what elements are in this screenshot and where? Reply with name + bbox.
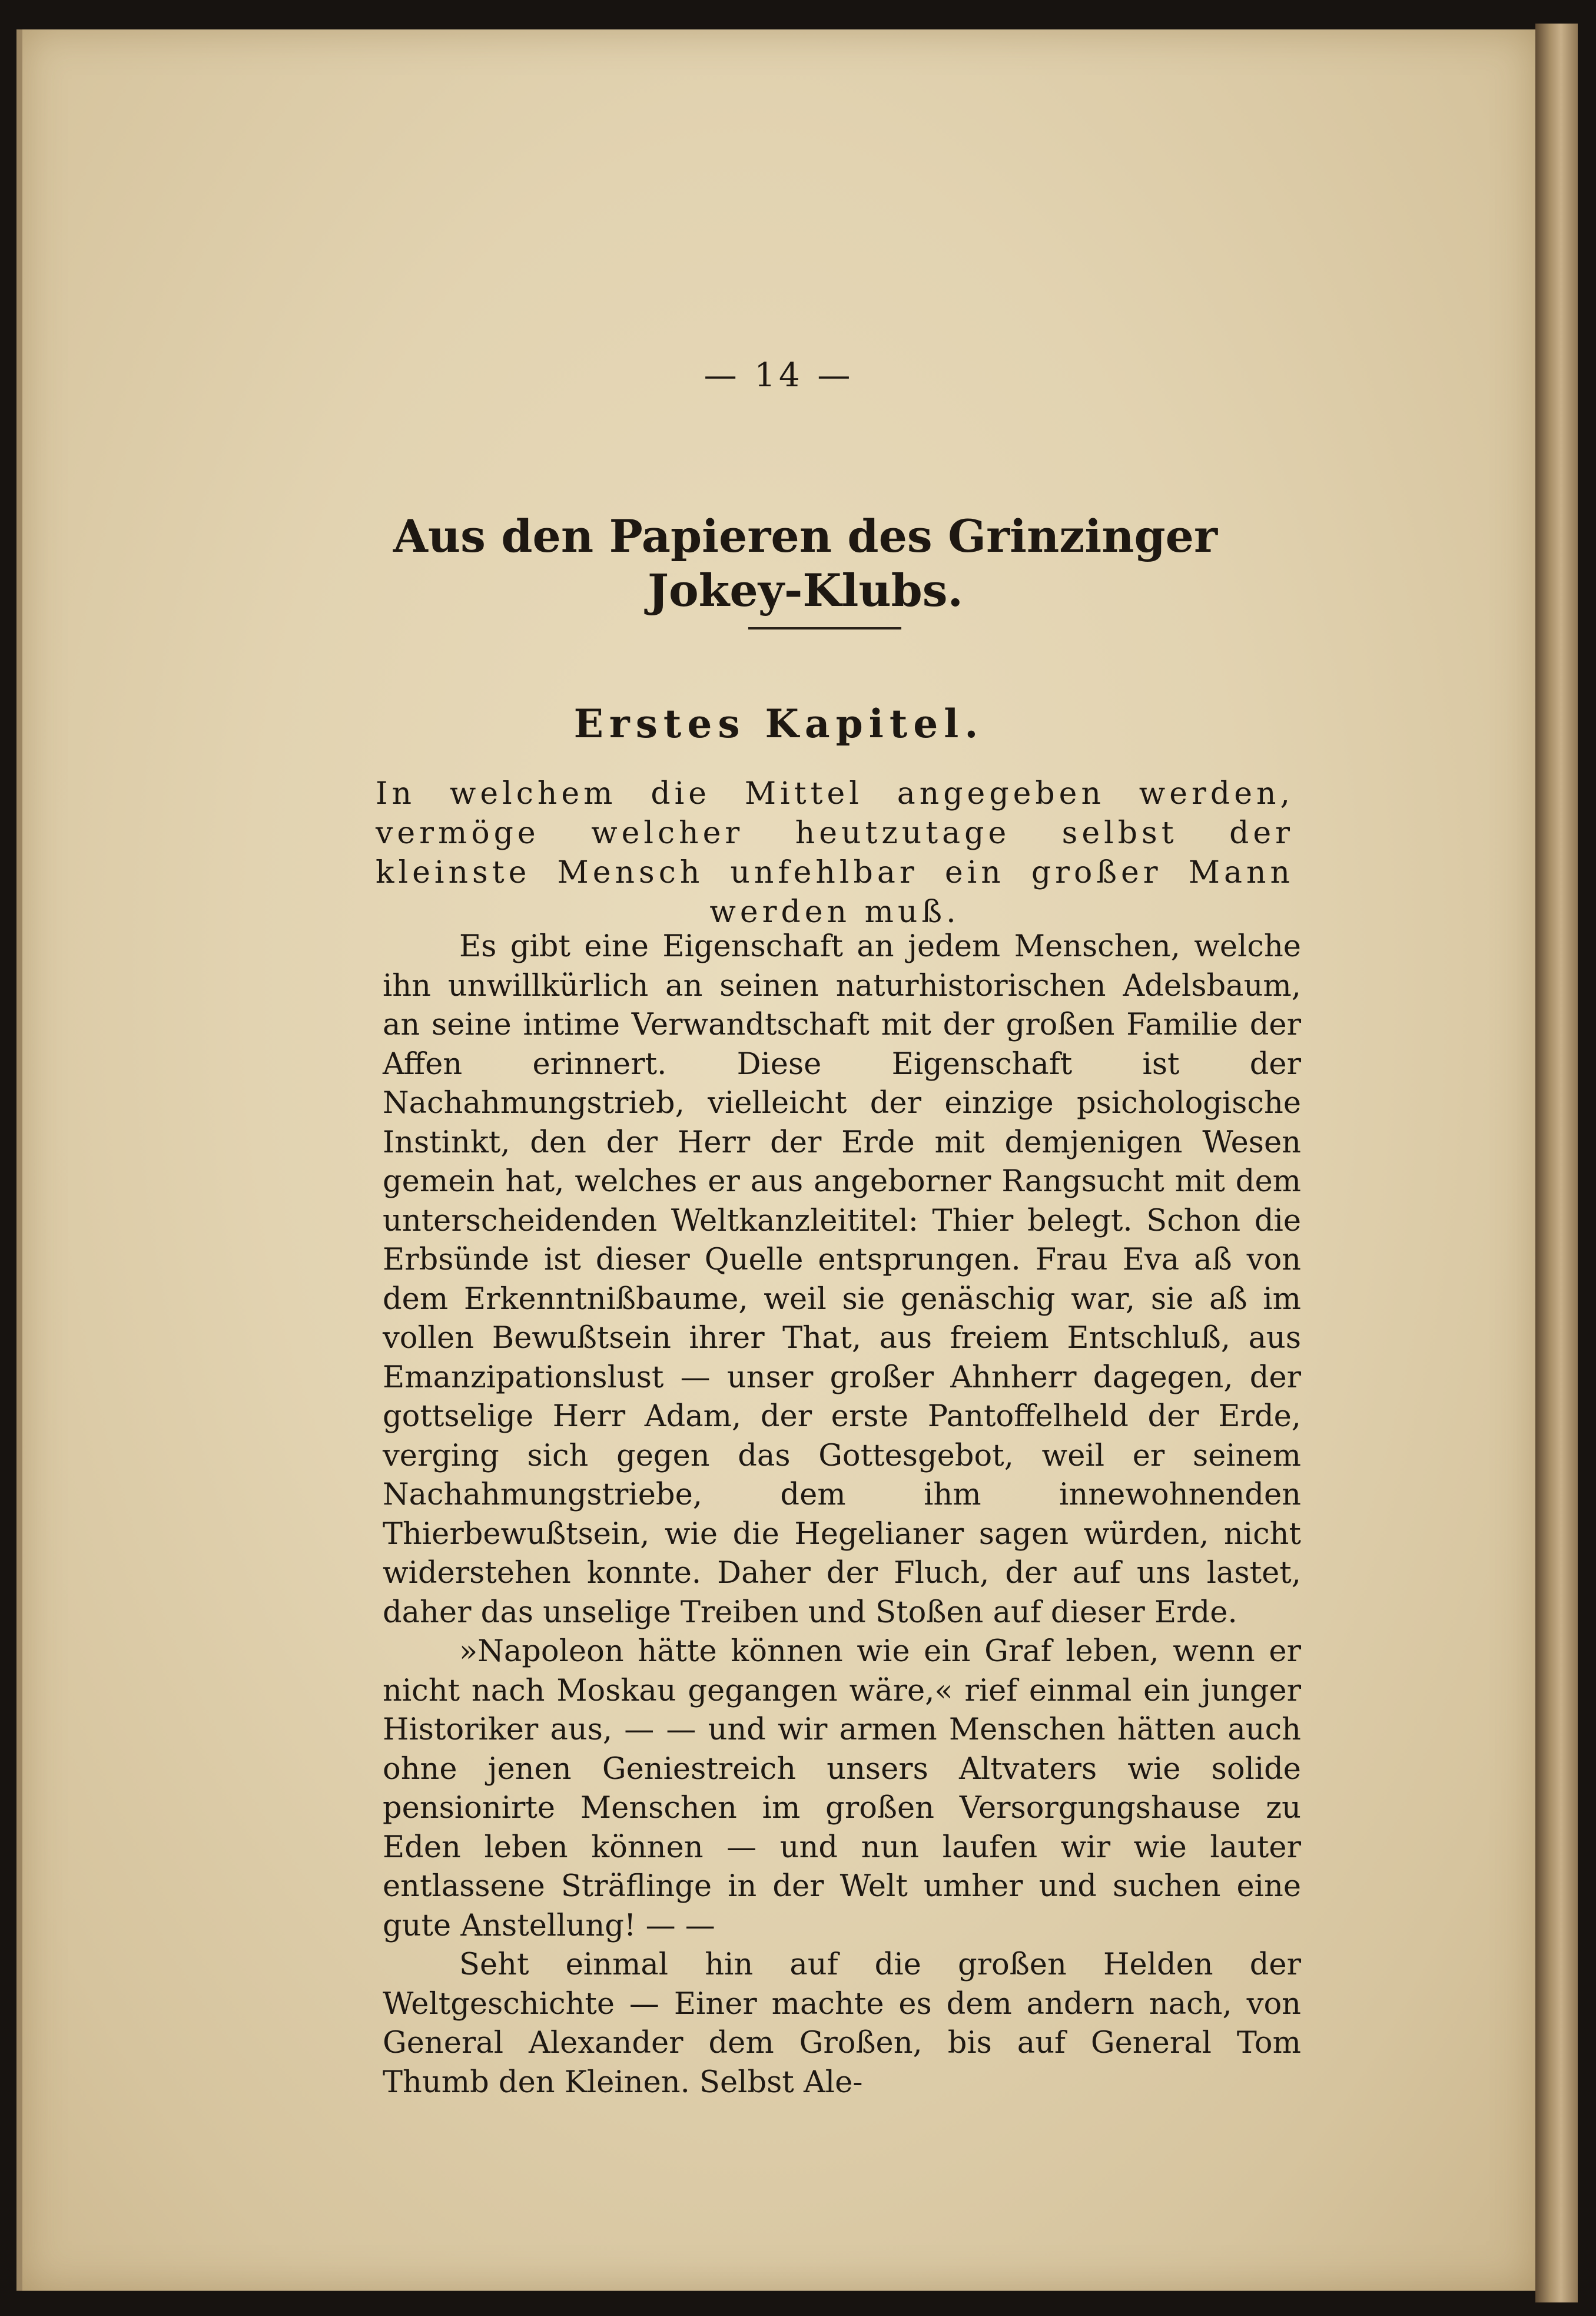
chapter-summary: In welchem die Mittel angegeben werden, vermöge welcher heutzutage selbst der kleinste Mensch unfehlbar ein großer Mann werden muß. (376, 776, 1294, 930)
paragraph: Seht einmal hin auf die großen Helden der Weltgeschichte — Einer machte es dem andern nach, von General Alexander dem Großen, bis auf General Tom Thumb den Kleinen. Selbst Ale- (383, 1947, 1301, 2100)
paragraph: Es gibt eine Eigenschaft an jedem Menschen, welche ihn unwillkürlich an seinen naturhistorischen Adelsbaum, an seine intime Verwandtschaft mit der großen Familie der Affen erinnert. Diese Eigenschaft ist der Nachahmungstrieb, vielleicht der einzige psichologische Instinkt, den der Herr der Erde mit demjenigen Wesen gemein hat, welches er aus angeborner Rangsucht mit dem unterscheidenden Weltkanzleititel: Thier belegt. Schon die Erbsünde ist dieser Quelle entsprungen. Frau Eva aß von dem Erkenntnißbaume, weil sie genäschig war, sie aß im vollen Bewußtsein ihrer That, aus freiem Entschluß, aus Emanzipationslust — unser großer Ahnherr dagegen, der gottselige Herr Adam, der erste Pantoffelheld der Erde, verging sich gegen das Gottesgebot, weil er seinem Nachahmungstriebe, dem ihm innewohnenden Thierbewußtsein, wie die Hegelianer sagen würden, nicht widerstehen konnte. Daher der Fluch, der auf uns lastet, daher das unselige Treiben und Stoßen auf dieser Erde. (383, 929, 1301, 1630)
title-divider (748, 627, 901, 629)
body-text (383, 927, 1301, 2102)
page-number: — 14 — (704, 356, 854, 395)
page-title: Aus den Papieren des Grinzinger Jokey-Klubs. (393, 510, 1218, 617)
book-spine-edge (1535, 24, 1578, 2302)
chapter-heading: Erstes Kapitel. (573, 701, 984, 747)
paragraph: »Napoleon hätte können wie ein Graf leben, wenn er nicht nach Moskau gegangen wäre,« rief einmal ein junger Historiker aus, — — und wir armen Menschen hätten auch ohne jenen Geniestreich unsers Altvaters wie solide pensionirte Menschen im großen Versorgungshause zu Eden leben können — und nun laufen wir wie lauter entlassene Sträflinge in der Welt umher und suchen eine gute Anstellung! — — (383, 1634, 1301, 1943)
paper-page (22, 29, 1535, 2291)
